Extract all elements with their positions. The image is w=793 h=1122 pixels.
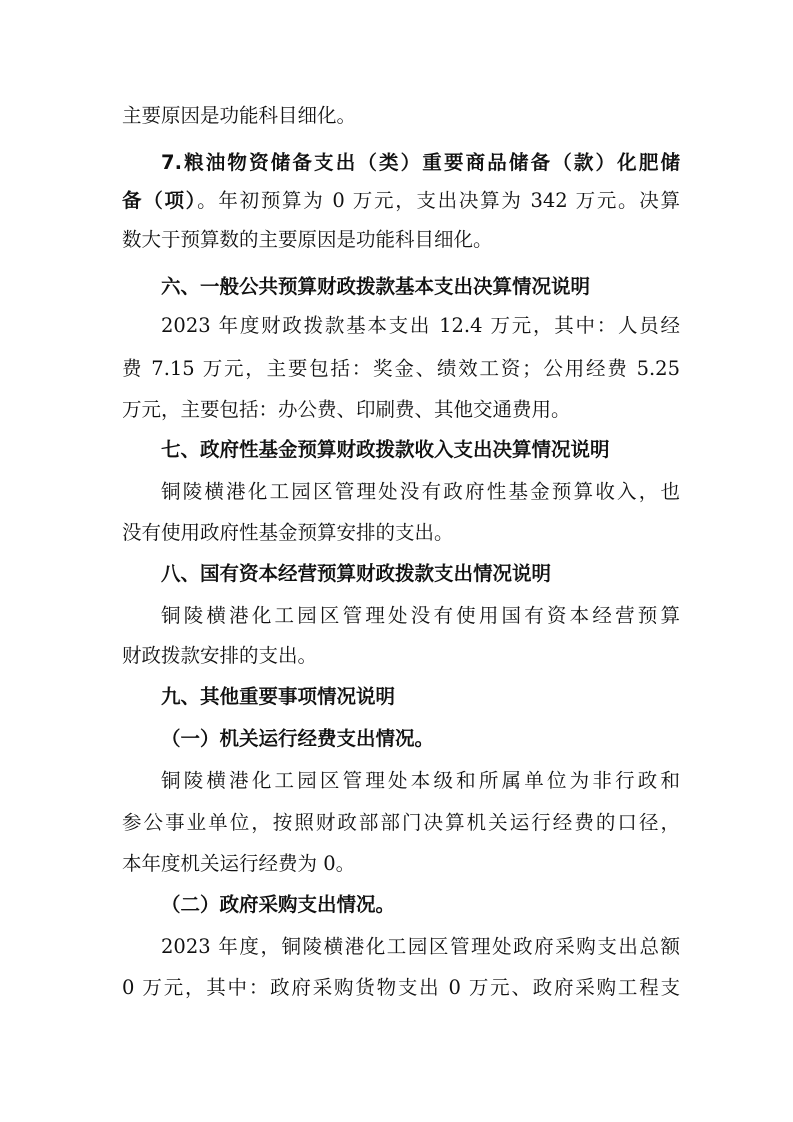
body-line: 2023 年度，铜陵横港化工园区管理处政府采购支出总额 <box>161 935 680 958</box>
body-line: 2023 年度财政拨款基本支出 12.4 万元，其中：人员经 <box>161 314 680 337</box>
body-line: 费 7.15 万元，主要包括：奖金、绩效工资；公用经费 5.25 <box>122 357 680 380</box>
section-heading-9: 九、其他重要事项情况说明 <box>161 685 396 708</box>
body-line: 主要原因是功能科目细化。 <box>122 104 357 127</box>
subsection-heading-1: （一）机关运行经费支出情况。 <box>161 727 435 750</box>
body-line: 0 万元，其中：政府采购货物支出 0 万元、政府采购工程支 <box>122 976 680 999</box>
body-line: 财政拨款安排的支出。 <box>122 644 318 667</box>
body-line: 铜陵横港化工园区管理处没有使用国有资本经营预算 <box>161 604 680 627</box>
body-line: 万元，主要包括：办公费、印刷费、其他交通费用。 <box>122 398 571 421</box>
body-line: 没有使用政府性基金预算安排的支出。 <box>122 521 454 544</box>
subsection-heading-2: （二）政府采购支出情况。 <box>161 893 396 916</box>
item-heading-line: 7.粮油物资储备支出（类）重要商品储备（款）化肥储 <box>161 151 680 174</box>
body-line: 本年度机关运行经费为 0。 <box>122 852 356 875</box>
body-line: 数大于预算数的主要原因是功能科目细化。 <box>122 228 493 251</box>
section-heading-8: 八、国有资本经营预算财政拨款支出情况说明 <box>161 562 552 585</box>
section-heading-6: 六、一般公共预算财政拨款基本支出决算情况说明 <box>161 275 591 298</box>
body-text: 。年初预算为 0 万元，支出决算为 342 万元。决算 <box>197 189 680 212</box>
item-heading-tail: 备（项） <box>122 189 198 212</box>
body-line: 铜陵横港化工园区管理处没有政府性基金预算收入，也 <box>161 480 680 503</box>
section-heading-7: 七、政府性基金预算财政拨款收入支出决算情况说明 <box>161 438 610 461</box>
body-line: 参公事业单位，按照财政部部门决算机关运行经费的口径， <box>122 811 680 834</box>
body-line: 铜陵横港化工园区管理处本级和所属单位为非行政和 <box>161 769 680 792</box>
body-line <box>122 187 680 215</box>
